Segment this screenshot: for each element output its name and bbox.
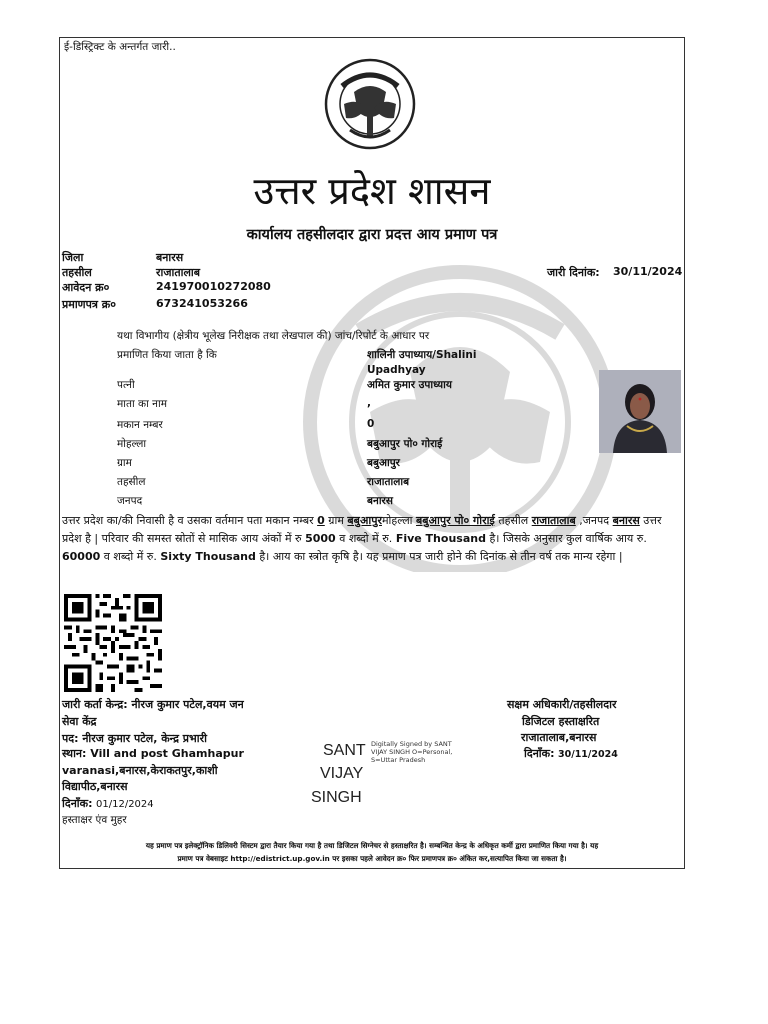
paragraph-annual-words: Sixty Thousand bbox=[160, 550, 256, 563]
detail-label: ग्राम bbox=[117, 457, 132, 469]
detail-label: पत्नी bbox=[117, 379, 135, 391]
meta-value-application-no: 241970010272080 bbox=[156, 280, 271, 293]
detail-value-tehsil: राजातालाब bbox=[367, 476, 410, 488]
issuer-date-row bbox=[62, 796, 154, 811]
authority-date-label: दिनाँक: bbox=[524, 747, 555, 760]
meta-label-tehsil: तहसील bbox=[62, 266, 92, 279]
meta-value-certificate-no: 673241053266 bbox=[156, 297, 248, 310]
meta-label-certificate-no: प्रमाणपत्र क्र० bbox=[62, 298, 116, 311]
authority-digital: डिजिटल हस्ताक्षरित bbox=[522, 715, 600, 728]
meta-label-application-no: आवेदन क्र० bbox=[62, 281, 110, 294]
footer-line1: यह प्रमाण पत्र इलेक्ट्रॉनिक डिलिवरी सिस्टम द्वारा तैयार किया गया है तथा डिजिटल सिग्नेचर से हस्ताक्षरित है। सम्बन्धित केन्द्र के अधिकृत कर्मी द्वारा प्रमाणित किया गया है। यह bbox=[145, 841, 599, 850]
header-note: ई-डिस्ट्रिक्ट के अन्तर्गत जारी.. bbox=[64, 41, 176, 53]
detail-label: माता का नाम bbox=[117, 398, 167, 410]
up-emblem-icon bbox=[324, 58, 416, 150]
detail-value-village: बबुआपुर bbox=[367, 457, 400, 469]
issue-date: 30/11/2024 bbox=[613, 265, 683, 278]
certificate-title: कार्यालय तहसीलदार द्वारा प्रदत्त आय प्रमाण पत्र bbox=[246, 227, 498, 243]
meta-value-tehsil: राजातालाब bbox=[156, 266, 201, 279]
issuer-place-line2: varanasi,बनारस,केराकतपुर,काशी bbox=[62, 764, 218, 777]
detail-label: मकान नम्बर bbox=[117, 419, 163, 431]
issuer-place-line3: विद्यापीठ,बनारस bbox=[62, 780, 128, 793]
detail-value-mother: , bbox=[367, 397, 371, 409]
paragraph-monthly-words: Five Thousand bbox=[395, 532, 486, 545]
paragraph-village: बबुआपुर bbox=[347, 514, 382, 527]
signature-word3: SINGH bbox=[311, 789, 362, 806]
paragraph-text: ,जनपद bbox=[575, 514, 613, 527]
issuer-post: पद: नीरज कुमार पटेल, केन्द्र प्रभारी bbox=[62, 732, 207, 745]
paragraph-district: बनारस bbox=[612, 514, 640, 527]
issuer-date: 01/12/2024 bbox=[96, 799, 154, 810]
detail-label: तहसील bbox=[117, 476, 146, 488]
footer-line2: प्रमाण पत्र वेबसाइट http://edistrict.up.gov.in पर इसका पहले आवेदन क्र० फिर प्रमाणपत्र क्र० अंकित कर,सत्यापित किया जा सकता है। bbox=[177, 854, 567, 863]
paragraph-monthly-income: 5000 bbox=[305, 532, 336, 545]
detail-value-name-line2: Upadhyay bbox=[367, 364, 426, 376]
authority-date: 30/11/2024 bbox=[558, 749, 618, 760]
footer-note bbox=[62, 839, 682, 865]
paragraph-text: है। आय का स्त्रोत कृषि है। यह प्रमाण पत्र जारी होने की दिनांक से तीन वर्ष तक मान्य रहेगा | bbox=[255, 550, 623, 563]
paragraph-text: व शब्दो में रु. bbox=[335, 532, 396, 545]
signature-word2: VIJAY bbox=[320, 765, 364, 782]
paragraph-text: है। जिसके अनुसार कुल वार्षिक आय रु. bbox=[485, 532, 647, 545]
paragraph-text: मोहल्ला bbox=[381, 514, 417, 527]
paragraph-tehsil: राजातालाब bbox=[531, 514, 576, 527]
authority-place: राजातालाब,बनारस bbox=[521, 731, 597, 744]
paragraph-text: उत्तर प्रदेश है | परिवार की समस्त स्रोतों से मासिक आय अंकों में रु bbox=[62, 514, 662, 545]
paragraph-text: तहसील bbox=[494, 514, 532, 527]
signature-word1: SANT bbox=[323, 742, 366, 759]
detail-value-name: शालिनी उपाध्याय/Shalini bbox=[367, 349, 477, 361]
signature-digital-note: Digitally Signed by SANT VIJAY SINGH O=Personal, S=Uttar Pradesh bbox=[371, 740, 453, 764]
issuer-place-line1: स्थान: Vill and post Ghamhapur bbox=[62, 747, 244, 760]
government-title: उत्तर प्रदेश शासन bbox=[253, 169, 491, 213]
detail-label: जनपद bbox=[117, 495, 143, 507]
issuer-sign-label: हस्ताक्षर एंव मुहर bbox=[62, 814, 127, 826]
meta-value-district: बनारस bbox=[156, 251, 184, 264]
paragraph-house-no: 0 bbox=[317, 514, 325, 527]
paragraph-annual-income: 60000 bbox=[62, 550, 101, 563]
detail-value-house-no: 0 bbox=[367, 418, 375, 430]
authority-title: सक्षम अधिकारी/तहसीलदार bbox=[507, 698, 617, 711]
authority-date-row bbox=[524, 746, 618, 761]
detail-value-mohalla: बबुआपुर पो० गोराई bbox=[367, 438, 443, 450]
meta-label-district: जिला bbox=[62, 251, 84, 264]
intro-line: यथा विभागीय (क्षेत्रीय भूलेख निरीक्षक तथा लेखपाल की) जांच/रिपोर्ट के आधार पर bbox=[117, 330, 430, 342]
applicant-photo bbox=[599, 370, 681, 453]
detail-label: मोहल्ला bbox=[117, 438, 147, 450]
detail-label: प्रमाणित किया जाता है कि bbox=[117, 349, 217, 361]
issuer-date-label: दिनाँक: bbox=[62, 797, 93, 810]
issuer-center-line1: जारी कर्ता केन्द्र: नीरज कुमार पटेल,वयम जन bbox=[62, 698, 244, 711]
paragraph-text: उत्तर प्रदेश का/की निवासी है व उसका वर्तमान पता मकान नम्बर bbox=[62, 514, 318, 527]
detail-value-husband: अमित कुमार उपाध्याय bbox=[367, 379, 452, 391]
paragraph-text: व शब्दो में रु. bbox=[100, 550, 161, 563]
residence-paragraph bbox=[62, 512, 680, 566]
detail-value-district: बनारस bbox=[367, 495, 393, 507]
qr-code bbox=[64, 594, 162, 692]
issue-date-label: जारी दिनांक: bbox=[547, 266, 600, 279]
paragraph-mohalla: बबुआपुर पो० गोराई bbox=[416, 514, 495, 527]
paragraph-text: ग्राम bbox=[324, 514, 348, 527]
issuer-center-line2: सेवा केंद्र bbox=[62, 715, 97, 728]
